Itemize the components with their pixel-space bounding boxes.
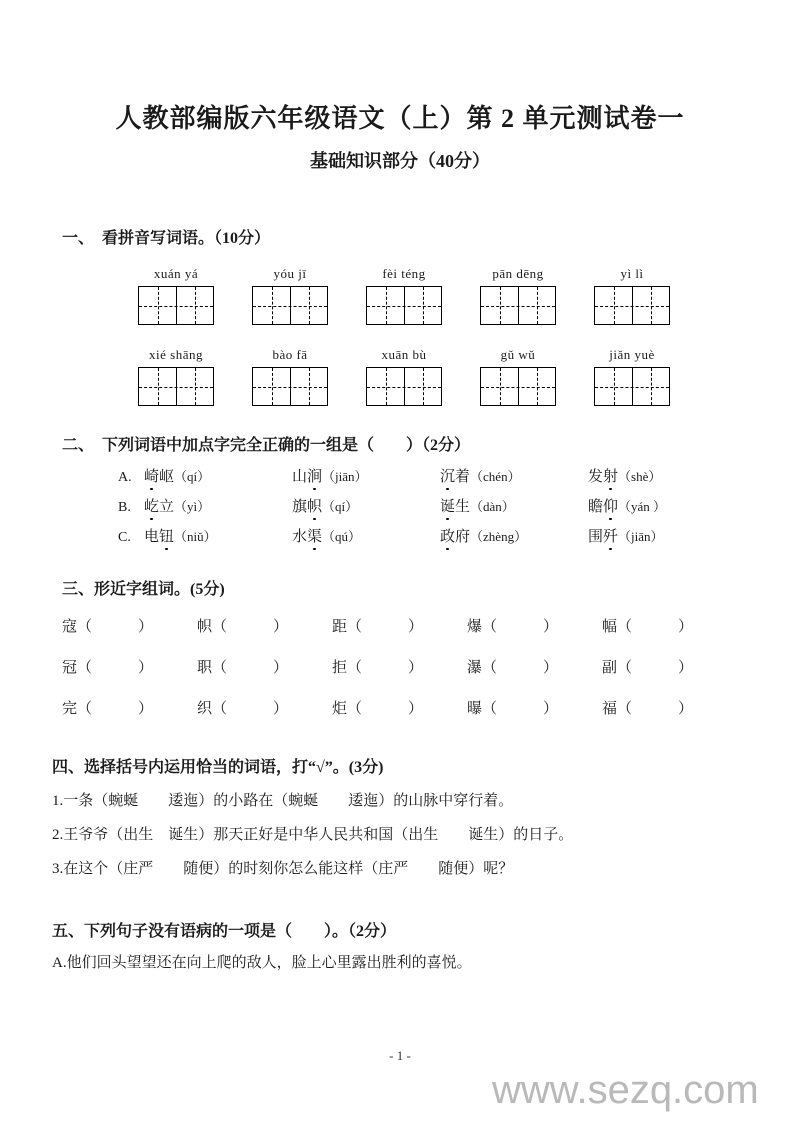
similar-char-cell[interactable]	[62, 656, 197, 677]
pinyin-label: bào fā	[272, 347, 308, 362]
char-with-paren: 副（	[602, 660, 633, 676]
similar-char-cell[interactable]	[332, 615, 467, 636]
word-dotted-char: 沉	[440, 465, 455, 486]
word-pre: 旗	[292, 499, 308, 515]
similar-char-cell[interactable]	[197, 615, 332, 636]
char-with-paren: 帜（	[197, 619, 228, 635]
pronunciation: （jiān）	[618, 529, 664, 544]
option-row-b[interactable]	[118, 495, 800, 516]
section-5-heading: 五、下列句子没有语病的一项是（ ）。（2分）	[52, 923, 397, 940]
word-dotted-char: 渠	[307, 525, 322, 546]
char-with-paren: 福（	[602, 701, 633, 717]
writing-grid-box[interactable]	[366, 367, 442, 406]
section-2-heading: 二、 下列词语中加点字完全正确的一组是（ ）（2分）	[62, 437, 471, 454]
similar-char-cell[interactable]	[602, 615, 737, 636]
page-number: - 1 -	[389, 1048, 411, 1063]
similar-char-cell[interactable]	[467, 615, 602, 636]
pronunciation: （yán ）	[618, 499, 667, 514]
section-3-grid	[62, 615, 800, 718]
pinyin-row-2	[138, 347, 800, 406]
section-4-questions	[52, 789, 800, 878]
similar-char-cell[interactable]	[602, 656, 737, 677]
writing-grid-box[interactable]	[252, 286, 328, 325]
watermark: www.sezq.com	[492, 1068, 759, 1112]
word-post: 府	[455, 529, 471, 545]
similar-char-cell[interactable]	[197, 656, 332, 677]
close-paren: ）	[543, 701, 559, 717]
option-item	[440, 495, 588, 516]
close-paren: ）	[138, 701, 154, 717]
grid-dash-horizontal	[139, 387, 213, 388]
option-row-c[interactable]	[118, 525, 800, 546]
writing-grid-box[interactable]	[594, 367, 670, 406]
grid-dash-horizontal	[595, 387, 669, 388]
pronunciation: （jiān）	[322, 469, 368, 484]
grid-dash-horizontal	[481, 387, 555, 388]
close-paren: ）	[408, 619, 424, 635]
pinyin-label: xuán yá	[153, 266, 199, 281]
pinyin-cell	[366, 266, 442, 325]
pronunciation: （zhèng）	[470, 529, 528, 544]
pronunciation: （qí）	[322, 499, 359, 514]
pronunciation: （niǔ）	[174, 529, 217, 544]
char-with-paren: 炬（	[332, 701, 363, 717]
similar-char-cell[interactable]	[467, 697, 602, 718]
pinyin-label: yóu jī	[273, 266, 307, 281]
char-with-paren: 职（	[197, 660, 228, 676]
close-paren: ）	[543, 660, 559, 676]
word-dotted-char: 钮	[159, 525, 174, 546]
pinyin-cell	[138, 266, 214, 325]
similar-char-row	[62, 697, 800, 718]
close-paren: ）	[273, 660, 289, 676]
char-with-paren: 爆（	[467, 619, 498, 635]
pinyin-label: xuān bù	[381, 347, 427, 362]
writing-grid-box[interactable]	[366, 286, 442, 325]
word-dotted-char: 歼	[603, 525, 618, 546]
pinyin-cell	[480, 266, 556, 325]
word-pre: 发	[588, 469, 604, 485]
question-line[interactable]: 2.王爷爷（出生 诞生）那天正好是中华人民共和国（出生 诞生）的日子。	[52, 827, 574, 843]
pronunciation: （chén）	[470, 469, 521, 484]
word-pre: 围	[588, 529, 604, 545]
similar-char-cell[interactable]	[197, 697, 332, 718]
option-item	[440, 465, 588, 486]
option-row-a[interactable]	[118, 465, 800, 486]
similar-char-cell[interactable]	[332, 656, 467, 677]
question-line[interactable]: 1.一条（蜿蜒 逶迤）的小路在（蜿蜒 逶迤）的山脉中穿行着。	[52, 793, 514, 809]
pinyin-cell	[252, 266, 328, 325]
grid-dash-horizontal	[253, 306, 327, 307]
close-paren: ）	[408, 660, 424, 676]
word-dotted-char: 涧	[307, 465, 322, 486]
word-dotted-char: 崎	[144, 465, 159, 486]
close-paren: ）	[138, 660, 154, 676]
question-line[interactable]: 3.在这个（庄严 随便）的时刻你怎么能这样（庄严 随便）呢？	[52, 861, 514, 877]
similar-char-cell[interactable]	[62, 615, 197, 636]
pinyin-label: fèi téng	[382, 266, 426, 281]
option-item	[144, 495, 292, 516]
option-item	[292, 465, 440, 486]
char-with-paren: 曝（	[467, 701, 498, 717]
pinyin-cell	[594, 266, 670, 325]
similar-char-cell[interactable]	[62, 697, 197, 718]
word-pre: 山	[292, 469, 308, 485]
grid-dash-horizontal	[139, 306, 213, 307]
word-pre: 水	[292, 529, 308, 545]
word-post: 岖	[159, 469, 175, 485]
close-paren: ）	[273, 701, 289, 717]
similar-char-row	[62, 615, 800, 636]
grid-dash-horizontal	[595, 306, 669, 307]
option-item	[144, 465, 292, 486]
pronunciation: （shè）	[618, 469, 662, 484]
page-title: 人教部编版六年级语文（上）第 2 单元测试卷一	[115, 104, 685, 133]
writing-grid-box[interactable]	[138, 367, 214, 406]
word-dotted-char: 政	[440, 525, 455, 546]
char-with-paren: 距（	[332, 619, 363, 635]
option-label: B.	[118, 500, 131, 515]
pinyin-label: jiǎn yuè	[609, 347, 655, 362]
word-dotted-char: 帜	[307, 495, 322, 516]
section-1-heading: 一、 看拼音写词语。（10分）	[62, 230, 271, 247]
page-subtitle: 基础知识部分（40分）	[310, 151, 490, 171]
option-line[interactable]: A.他们回头望望还在向上爬的敌人，脸上心里露出胜利的喜悦。	[52, 955, 472, 971]
pronunciation: （qú）	[322, 529, 362, 544]
char-with-paren: 织（	[197, 701, 228, 717]
section-4-heading: 四、选择括号内运用恰当的词语，打“√”。(3分)	[52, 759, 384, 776]
section-2-options	[118, 465, 800, 546]
pinyin-cell	[480, 347, 556, 406]
char-with-paren: 完（	[62, 701, 93, 717]
close-paren: ）	[138, 619, 154, 635]
writing-grid-box[interactable]	[480, 367, 556, 406]
similar-char-row	[62, 656, 800, 677]
pronunciation: （dàn）	[470, 499, 515, 514]
option-item	[292, 525, 440, 546]
section-3-heading: 三、形近字组词。(5分)	[62, 581, 225, 598]
pinyin-cell	[138, 347, 214, 406]
similar-char-cell[interactable]	[467, 656, 602, 677]
char-with-paren: 冠（	[62, 660, 93, 676]
writing-grid-box[interactable]	[594, 286, 670, 325]
grid-dash-horizontal	[481, 306, 555, 307]
pinyin-label: gǔ wǔ	[500, 347, 536, 362]
word-pre: 电	[144, 529, 160, 545]
option-item	[588, 465, 661, 486]
word-dotted-char: 仰	[603, 495, 618, 516]
option-item	[144, 525, 292, 546]
similar-char-cell[interactable]	[332, 697, 467, 718]
word-dotted-char: 诞	[440, 495, 455, 516]
char-with-paren: 瀑（	[467, 660, 498, 676]
word-post: 生	[455, 499, 471, 515]
option-item	[292, 495, 440, 516]
word-post: 立	[159, 499, 175, 515]
close-paren: ）	[543, 619, 559, 635]
pinyin-cell	[594, 347, 670, 406]
option-item	[440, 525, 588, 546]
pinyin-label: yì lì	[620, 266, 644, 281]
close-paren: ）	[678, 660, 694, 676]
pinyin-row-1	[138, 266, 800, 325]
pinyin-cell	[366, 347, 442, 406]
word-dotted-char: 射	[603, 465, 618, 486]
grid-dash-horizontal	[367, 387, 441, 388]
word-dotted-char: 屹	[144, 495, 159, 516]
word-post: 着	[455, 469, 471, 485]
char-with-paren: 幅（	[602, 619, 633, 635]
close-paren: ）	[678, 619, 694, 635]
pronunciation: （yì）	[174, 499, 211, 514]
char-with-paren: 寇（	[62, 619, 93, 635]
similar-char-cell[interactable]	[602, 697, 737, 718]
writing-grid-box[interactable]	[138, 286, 214, 325]
char-with-paren: 拒（	[332, 660, 363, 676]
close-paren: ）	[273, 619, 289, 635]
writing-grid-box[interactable]	[252, 367, 328, 406]
option-label: C.	[118, 530, 131, 545]
grid-dash-horizontal	[367, 306, 441, 307]
word-pre: 瞻	[588, 499, 604, 515]
writing-grid-box[interactable]	[480, 286, 556, 325]
option-item	[588, 525, 664, 546]
option-label: A.	[118, 470, 132, 485]
option-item	[588, 495, 666, 516]
pronunciation: （qí）	[174, 469, 211, 484]
close-paren: ）	[678, 701, 694, 717]
pinyin-label: pān dēng	[492, 266, 544, 281]
close-paren: ）	[408, 701, 424, 717]
pinyin-label: xié shāng	[149, 347, 203, 362]
pinyin-cell	[252, 347, 328, 406]
grid-dash-horizontal	[253, 387, 327, 388]
section-5-options	[52, 951, 800, 972]
